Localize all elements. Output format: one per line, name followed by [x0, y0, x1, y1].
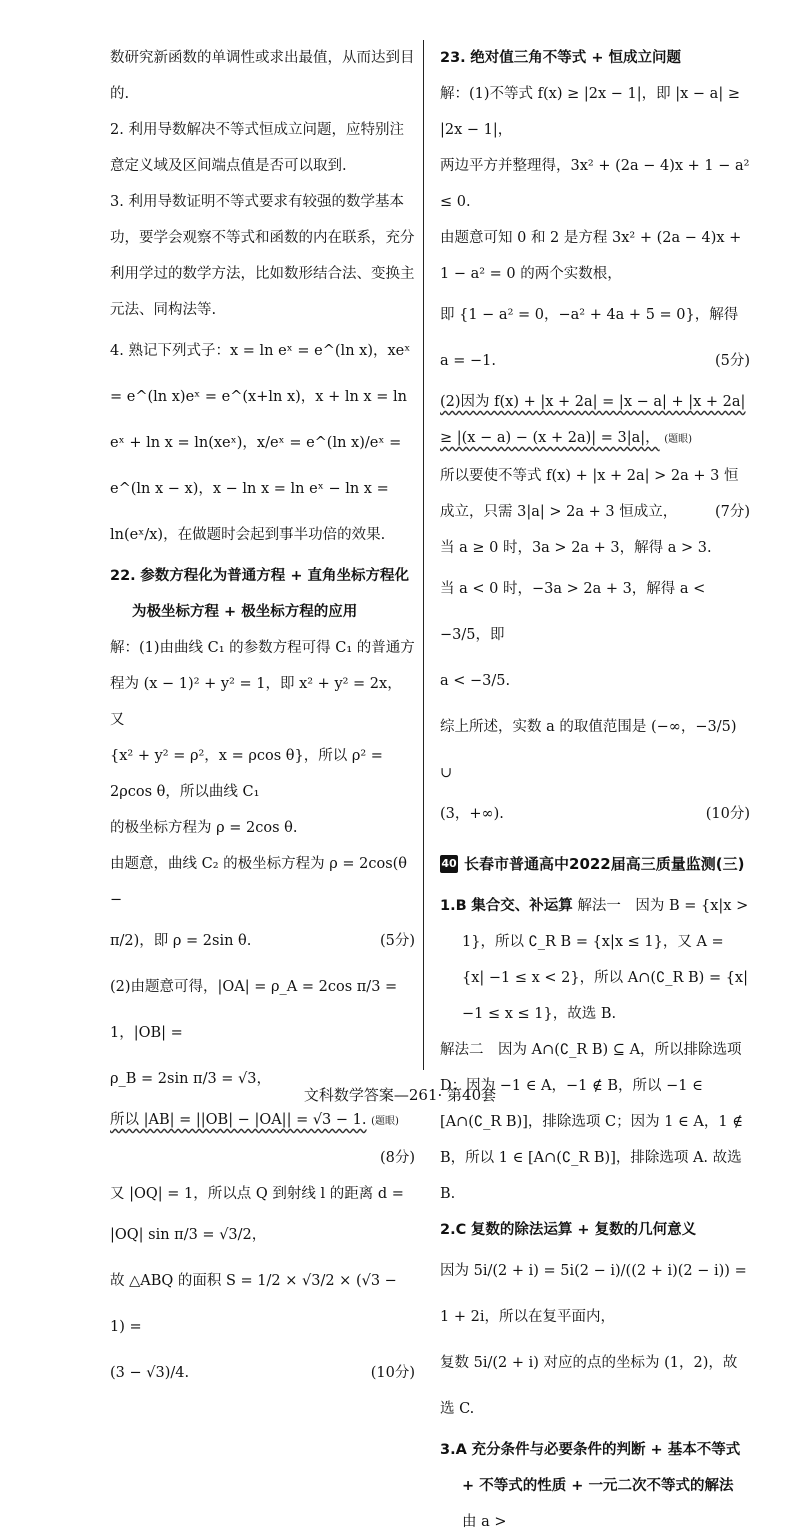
q23-key-note: (题眼): [664, 434, 693, 445]
q23-line-10: 综上所述，实数 a 的取值范围是 (−∞，−3/5) ∪: [440, 719, 737, 781]
q22-line-8: [110, 1102, 415, 1140]
left-column: [110, 40, 415, 1396]
q23-score-10: (10分): [705, 806, 750, 822]
q22-score-10: (10分): [370, 1365, 415, 1381]
q3-number: 3.: [440, 1442, 456, 1458]
q23-title: 绝对值三角不等式 + 恒成立问题: [470, 50, 682, 66]
q2-number: 2.: [440, 1222, 456, 1238]
q22-score-5: (5分): [379, 933, 415, 949]
q1-tags: 集合交、补运算: [471, 898, 573, 914]
q22-number: 22.: [110, 568, 136, 584]
q23-number: 23.: [440, 50, 466, 66]
q23-line-11-text: (3，+∞).: [440, 806, 504, 822]
q22-line-6: (2)由题意可得，|OA| = ρ_A = 2cos π/3 = 1，|OB| =: [110, 979, 398, 1041]
q1-method-1: 解法一 因为 B = {x|x > 1}，所以 ∁_R B = {x|x ≤ 1}，又 A = {x| −1 ≤ x < 2}，所以 A∩(∁_R B) = {x| −1 ≤ x ≤ 1}，故选 B.: [462, 898, 749, 1022]
q23-line-5: [440, 384, 750, 458]
section-title: 长春市普通高中2022届高三质量监测(三): [464, 855, 745, 873]
q22-line-7: ρ_B = 2sin π/3 = √3，: [110, 1071, 272, 1087]
q22-line-9: 又 |OQ| = 1，所以点 Q 到射线 l 的距离 d =: [110, 1186, 404, 1202]
tip-4: 4. 熟记下列式子：x = ln eˣ = e^(ln x)，xeˣ = e^(ln x)eˣ = e^(x+ln x)，x + ln x = ln eˣ + ln x = ln(xeˣ)，x/eˣ = e^(ln x)/eˣ = e^(ln x − x)，x − ln x = ln eˣ − ln x = ln(eˣ/x)，在做题时会起到事半功倍的效果.: [110, 343, 411, 543]
q22-score-8-row: [110, 1140, 415, 1176]
q23-score-5: (5分): [714, 353, 750, 369]
q3-tags: 充分条件与必要条件的判断 + 基本不等式 + 不等式的性质 + 一元二次不等式的解法: [462, 1442, 741, 1494]
q23-heading: [440, 40, 750, 76]
q22-line-1: 解：(1)由曲线 C₁ 的参数方程可得 C₁ 的普通方程为 (x − 1)² + y² = 1，即 x² + y² = 2x，又: [110, 640, 415, 728]
q3-heading: [440, 1432, 750, 1540]
tip-3: 3. 利用导数证明不等式要求有较强的数学基本功，要学会观察不等式和函数的内在联系，充分利用学过的数学方法，比如数形结合法、变换主元法、同构法等.: [110, 194, 415, 318]
right-column: [440, 40, 750, 1540]
intro-continued: 数研究新函数的单调性或求出最值，从而达到目的.: [110, 50, 415, 102]
q22-line-12-text: (3 − √3)/4.: [110, 1365, 190, 1381]
q22-title: 参数方程化为普通方程 + 直角坐标方程化为极坐标方程 + 极坐标方程的应用: [132, 568, 410, 620]
q23-line-4: [440, 292, 750, 384]
tip-2: 2. 利用导数解决不等式恒成立问题，应特别注意定义域及区间端点值是否可以取到.: [110, 122, 404, 174]
q22-line-5: [110, 918, 415, 964]
q1-heading: [440, 888, 750, 1032]
q23-line-9: a < −3/5.: [440, 673, 511, 689]
q22-line-4: 由题意，曲线 C₂ 的极坐标方程为 ρ = 2cos(θ −: [110, 856, 408, 908]
q3-tail: 由 a >: [462, 1514, 507, 1530]
q23-line-8: 当 a < 0 时，−3a > 2a + 3，解得 a < −3/5，即: [440, 581, 706, 643]
q23-line-5-text: (2)因为 f(x) + |x + 2a| = |x − a| + |x + 2a| ≥ |(x − a) − (x + 2a)| = 3|a|，: [440, 394, 746, 446]
q23-line-1: 解：(1)不等式 f(x) ≥ |2x − 1|，即 |x − a| ≥ |2x − 1|，: [440, 86, 740, 138]
q22-line-10: |OQ| sin π/3 = √3/2，: [110, 1227, 267, 1243]
q23-line-6: [440, 458, 750, 530]
q1-answer: B: [455, 898, 467, 914]
q2-line-2: 复数 5i/(2 + i) 对应的点的坐标为 (1，2)，故选 C.: [440, 1355, 738, 1417]
q3-answer: A: [455, 1442, 467, 1458]
q23-score-7: (7分): [714, 504, 750, 520]
q2-answer: C: [455, 1222, 467, 1238]
q23-line-3: 由题意可知 0 和 2 是方程 3x² + (2a − 4)x + 1 − a² = 0 的两个实数根，: [440, 230, 742, 282]
q23-line-11: [440, 796, 750, 832]
q2-heading: [440, 1212, 750, 1248]
q23-line-2: 两边平方并整理得，3x² + (2a − 4)x + 1 − a² ≤ 0.: [440, 158, 750, 210]
q22-score-8: (8分): [379, 1150, 415, 1166]
column-divider: [423, 40, 424, 1070]
q22-line-11: 故 △ABQ 的面积 S = 1/2 × √3/2 × (√3 − 1) =: [110, 1273, 397, 1335]
q1-number: 1.: [440, 898, 456, 914]
q22-line-5-text: π/2)，即 ρ = 2sin θ.: [110, 933, 252, 949]
q22-line-3: 的极坐标方程为 ρ = 2cos θ.: [110, 820, 298, 836]
q2-tags: 复数的除法运算 + 复数的几何意义: [470, 1222, 697, 1238]
page-footer: 文科数学答案—261· 第40套: [303, 1086, 497, 1104]
q23-line-4-text: 即 {1 − a² = 0，−a² + 4a + 5 = 0}，解得 a = −1.: [440, 307, 739, 369]
section-header: [440, 846, 750, 882]
q22-heading: [110, 558, 415, 630]
q23-line-6-text: 所以要使不等式 f(x) + |x + 2a| > 2a + 3 恒成立，只需 3|a| > 2a + 3 恒成立，: [440, 468, 739, 520]
q22-line-8-text: 所以 |AB| = ||OB| − |OA|| = √3 − 1.: [110, 1112, 367, 1128]
q22-line-12: [110, 1350, 415, 1396]
q22-key-note: (题眼): [371, 1116, 399, 1127]
section-badge: 40: [440, 855, 458, 873]
q22-line-2: {x² + y² = ρ²，x = ρcos θ}，所以 ρ² = 2ρcos θ，所以曲线 C₁: [110, 748, 383, 800]
q23-line-7: 当 a ≥ 0 时，3a > 2a + 3，解得 a > 3.: [440, 540, 712, 556]
q2-line-1: 因为 5i/(2 + i) = 5i(2 − i)/((2 + i)(2 − i)) = 1 + 2i，所以在复平面内，: [440, 1263, 747, 1325]
q1-method-2: 解法二 因为 A∩(∁_R B) ⊆ A，所以排除选项 D；因为 −1 ∈ A，−1 ∉ B，所以 −1 ∈ [A∩(∁_R B)]，排除选项 C；因为 1 ∈ A，1 ∉ B，所以 1 ∈ [A∩(∁_R B)]，排除选项 A. 故选 B.: [440, 1042, 743, 1202]
